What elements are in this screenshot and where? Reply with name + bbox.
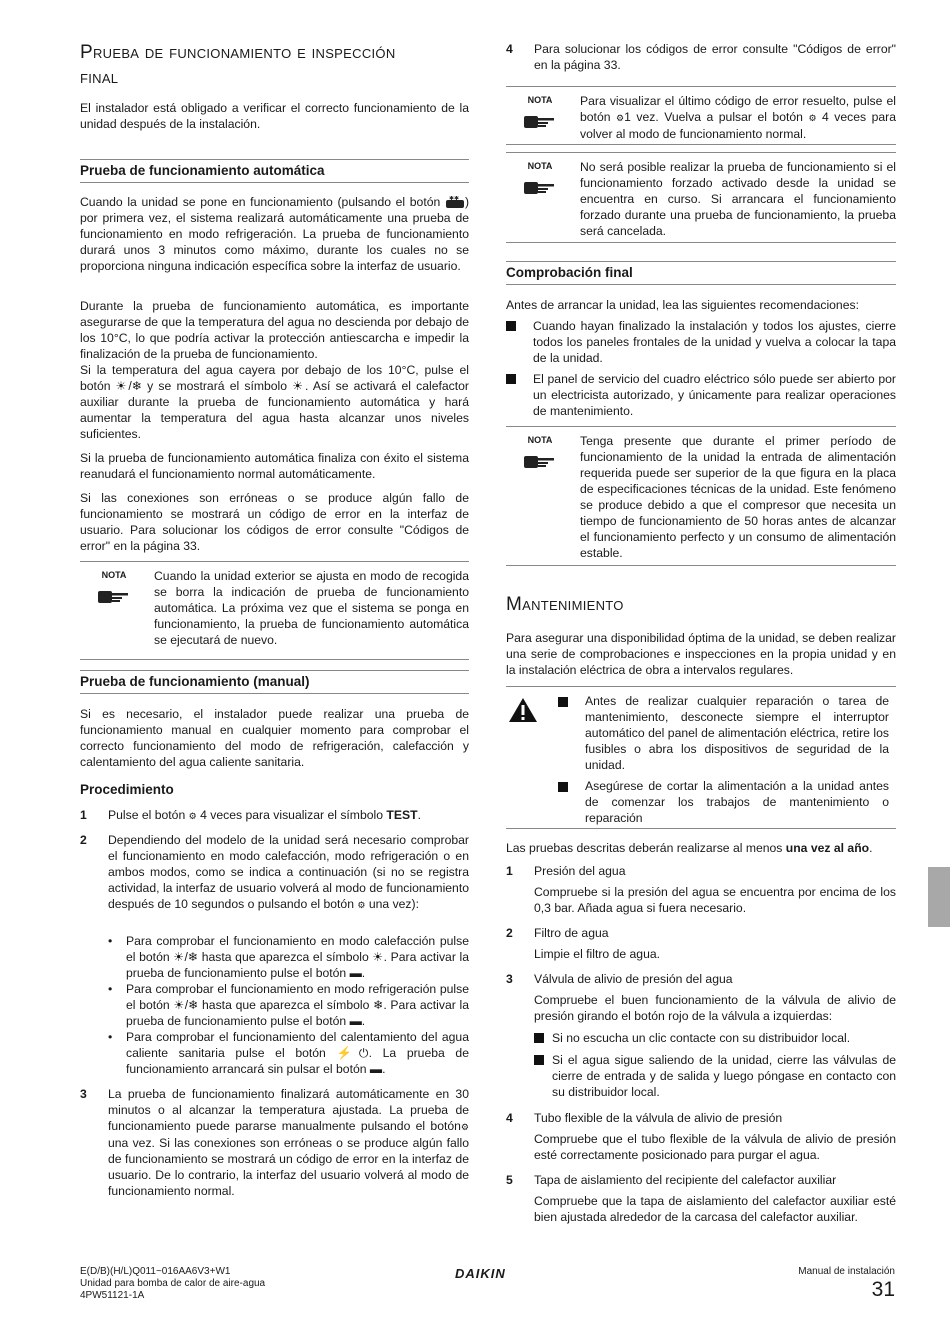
maint-item-3: 3 Válvula de alivio de presión del agua Compruebe el buen funcionamiento de la válvula de alivio de presión girando el botón rojo de la válvula a izquierdas: Si no escucha un clic contacte con su distribuidor local. Si el agua sigue saliendo de la unidad, cierre las válvulas de cierre de entrada y de salida y luego póngase en contacto con su distribuidor local. — [506, 972, 896, 1099]
maint-3-bullet-1: Si no escucha un clic contacte con su distribuidor local. — [534, 1030, 896, 1046]
auto-paragraph-3: Si la temperatura del agua cayera por debajo de los 10°C, pulse el botón ☀/❄ y se mostrará el símbolo ☀. Así se activará el calefactor auxiliar durante la prueba de funcionamiento automática y hará aumentar la temperatura del agua hasta alcanzar unos niveles suficientes. — [80, 363, 469, 441]
final-bullet-1: Cuando hayan finalizado la instalación y todos los ajustes, cierre todos los paneles frontales de la unidad y vuelva a colocar la tapa de la unidad. — [506, 318, 896, 366]
maintenance-title: Mantenimiento — [506, 594, 624, 615]
maint-item-4: 4 Tubo flexible de la válvula de alivio de presión Compruebe que el tubo flexible de la válvula de alivio de presión esté correctamente posicionado para purgar el agua. — [506, 1111, 896, 1162]
test-button-icon: ⚙ — [460, 1122, 469, 1132]
auto-paragraph-1: Cuando la unidad se pone en funcionamiento (pulsando el botón ✱✱ ) por primera vez, el sistema realizará automáticamente una prueba de funcionamiento en modo refrigeración. La prueba de funcionamiento durará unos 3 minutos como máximo, durante los cuales no se proporciona ninguna indicación específica sobre la interfaz de usuario. — [80, 195, 470, 273]
bullet-dhw: • Para comprobar el funcionamiento del calentamiento del agua caliente sanitaria pulse el botón ⚡⏻. La prueba de funcionamiento arrancará sin pulsar el botón ▬. — [108, 1030, 469, 1076]
section-title-test-run: Prueba de funcionamiento e inspección final — [80, 42, 396, 88]
bullet-cooling: • Para comprobar el funcionamiento en modo refrigeración pulse el botón ☀/❄ hasta que aparezca el símbolo ❄. Para activar la prueba de funcionamiento pulse el botón ▬. — [108, 982, 469, 1028]
final-intro: Antes de arrancar la unidad, lea las siguientes recomendaciones: — [506, 298, 859, 312]
dhw-button-icon: ⚡⏻ — [336, 1046, 369, 1060]
pointing-hand-icon — [522, 179, 556, 197]
step-2: 2 Dependiendo del modelo de la unidad será necesario comprobar el funcionamiento en modo calefacción, modo refrigeración o en ambos modos, como se indica a continuación (si no se registra actividad, la interfaz de usuario volverá al modo de funcionamiento después de 10 segundos o pulsando el botón ⚙ una vez): — [80, 833, 469, 911]
note-2-text: Para visualizar el último código de error resuelto, pulse el botón ⚙1 vez. Vuelva a pulsar el botón ⚙ 4 veces para volver al modo de funcionamiento normal. — [580, 94, 897, 141]
warning-bullet-2: Asegúrese de cortar la alimentación a la unidad antes de comenzar los trabajos de mantenimiento o reparación — [585, 779, 889, 825]
start-button-icon — [445, 196, 465, 208]
step-4: 4 Para solucionar los códigos de error consulte "Códigos de error" en la página 33. — [506, 42, 896, 72]
note-label: NOTA — [101, 570, 127, 580]
tests-frequency: Las pruebas descritas deberán realizarse al menos una vez al año. — [506, 841, 873, 855]
warning-bullet-1: Antes de realizar cualquier reparación o tarea de mantenimiento, desconecte siempre el interruptor automático del panel de alimentación eléctrica, retire los fusibles o abra los dispositivos de seguridad de la unidad. — [585, 694, 889, 772]
page-number: 31 — [871, 1278, 895, 1301]
note-3-text: No será posible realizar la prueba de funcionamiento si el funcionamiento forzado activado desde la unidad se encuentra en curso. Si arrancara el funcionamiento forzado durante una prueba de funcionamiento, la prueba será cancelada. — [580, 160, 896, 238]
note-label: NOTA — [527, 161, 553, 171]
step-1: 1 Pulse el botón ⚙ 4 veces para visualizar el símbolo TEST. — [80, 808, 421, 822]
test-button-icon: ⚙ — [357, 900, 366, 910]
note-label: NOTA — [527, 435, 553, 445]
manual-test-heading: Prueba de funcionamiento (manual) — [80, 670, 469, 694]
footer-left — [80, 1266, 265, 1302]
test-button-icon: ⚙ — [188, 811, 197, 821]
maint-3-bullet-2: Si el agua sigue saliendo de la unidad, cierre las válvulas de cierre de entrada y de salida y luego póngase en contacto con su distribuidor local. — [534, 1052, 896, 1100]
note-box-2 — [506, 86, 896, 145]
maint-item-1: 1 Presión del agua Compruebe si la presión del agua se encuentra por encima de los 0,3 bar. Añada agua si fuera necesario. — [506, 864, 896, 915]
heater-symbol-icon: ☀ — [292, 379, 305, 393]
step-3: 3 La prueba de funcionamiento finalizará automáticamente en 30 minutos o al alcanzar la temperatura ajustada. La prueba de funcionamiento puede pararse manualmente pulsando el botón⚙ una vez. Si las conexiones son erróneas o se produce algún fallo de funcionamiento se mostrará un código de error en la interfaz de usuario. De lo contrario, la interfaz del usuario volverá al modo de funcionamiento normal. — [80, 1087, 469, 1198]
manual-paragraph: Si es necesario, el instalador puede realizar una prueba de funcionamiento manual en cualquier momento para comprobar el correcto funcionamiento del modo de refrigeración, calefacción y calentamiento del agua caliente sanitaria. — [80, 707, 469, 769]
page-tab-marker — [928, 867, 950, 927]
final-check-heading: Comprobación final — [506, 261, 896, 285]
procedure-heading: Procedimiento — [80, 782, 174, 797]
svg-text:✱✱: ✱✱ — [448, 196, 460, 202]
note-box-4 — [506, 426, 896, 566]
start-button-icon: ▬ — [349, 966, 362, 980]
footer-manual: Manual de instalación — [798, 1266, 895, 1277]
test-button-icon: ⚙ — [616, 113, 625, 123]
pointing-hand-icon — [522, 113, 556, 131]
warning-box — [506, 686, 896, 829]
brand-logo: DAIKIN — [455, 1266, 506, 1281]
maint-item-2: 2 Filtro de agua Limpie el filtro de agua. — [506, 926, 661, 961]
note-label: NOTA — [527, 95, 553, 105]
bullet-heating: • Para comprobar el funcionamiento en modo calefacción pulse el botón ☀/❄ hasta que aparezca el símbolo ☀. Para activar la prueba de funcionamiento pulse el botón ▬. — [108, 934, 470, 980]
auto-test-heading: Prueba de funcionamiento automática — [80, 159, 469, 183]
maintenance-intro: Para asegurar una disponibilidad óptima de la unidad, se deben realizar una serie de comprobaciones e inspecciones en la propia unidad y en la instalación eléctrica de obra a intervalos regulares. — [506, 631, 896, 677]
auto-paragraph-5: Si las conexiones son erróneas o se produce algún fallo de funcionamiento se mostrará un código de error en la interfaz de usuario. Para solucionar los códigos de error consulte "Códigos de error" en la página 33. — [80, 491, 469, 553]
pointing-hand-icon — [522, 453, 556, 471]
test-button-icon: ⚙ — [808, 113, 817, 123]
start-button-icon: ▬ — [349, 1014, 362, 1028]
auto-paragraph-2: Durante la prueba de funcionamiento automática, es importante asegurarse de que la temperatura del agua no descienda por debajo de los 10°C, lo que podría activar la protección antiescarcha e impedir la finalización de la prueba de funcionamiento. — [80, 299, 469, 361]
footer-product: Unidad para bomba de calor de aire-agua — [80, 1278, 266, 1289]
note-4-text: Tenga presente que durante el primer período de funcionamiento de la unidad la entrada de alimentación requerida puede ser superior de la que figura en la placa de especificaciones técnicas de la unidad. Este fenómeno se produce debido a que el compresor que necesita un tiempo de funcionamiento de 50 horas antes de alcanzar el funcionamiento perfecto y un consumo de alimentación estable. — [580, 434, 896, 560]
start-button-icon: ▬ — [369, 1062, 383, 1076]
heat-cool-button-icon: ☀/❄ — [115, 379, 142, 393]
footer-model: E(D/B)(H/L)Q011~016AA6V3+W1 — [80, 1266, 231, 1277]
step-2-bullets — [80, 933, 469, 1077]
auto-paragraph-4: Si la prueba de funcionamiento automática finaliza con éxito el sistema reanudará el funcionamiento normal automáticamente. — [80, 451, 469, 481]
footer-docnum: 4PW51121-1A — [80, 1290, 145, 1301]
maint-item-5: 5 Tapa de aislamiento del recipiente del calefactor auxiliar Compruebe que la tapa de aislamiento del calefactor auxiliar esté bien ajustada alrededor de la carcasa del calefactor auxiliar. — [506, 1173, 896, 1224]
note-box-3 — [506, 152, 896, 243]
note-1-text: Cuando la unidad exterior se ajusta en modo de recogida se borra la indicación de prueba de funcionamiento automática. La próxima vez que el sistema se ponga en funcionamiento, la prueba de funcionamiento automática se ejecutará de nuevo. — [154, 569, 469, 647]
intro-paragraph: El instalador está obligado a verificar el correcto funcionamiento de la unidad después de la instalación. — [80, 101, 469, 131]
final-bullet-2: El panel de servicio del cuadro eléctrico sólo puede ser abierto por un electricista autorizado, y únicamente para realizar operaciones de mantenimiento. — [506, 371, 896, 419]
warning-icon — [508, 697, 538, 723]
note-box-1 — [80, 561, 469, 660]
pointing-hand-icon — [96, 588, 130, 606]
